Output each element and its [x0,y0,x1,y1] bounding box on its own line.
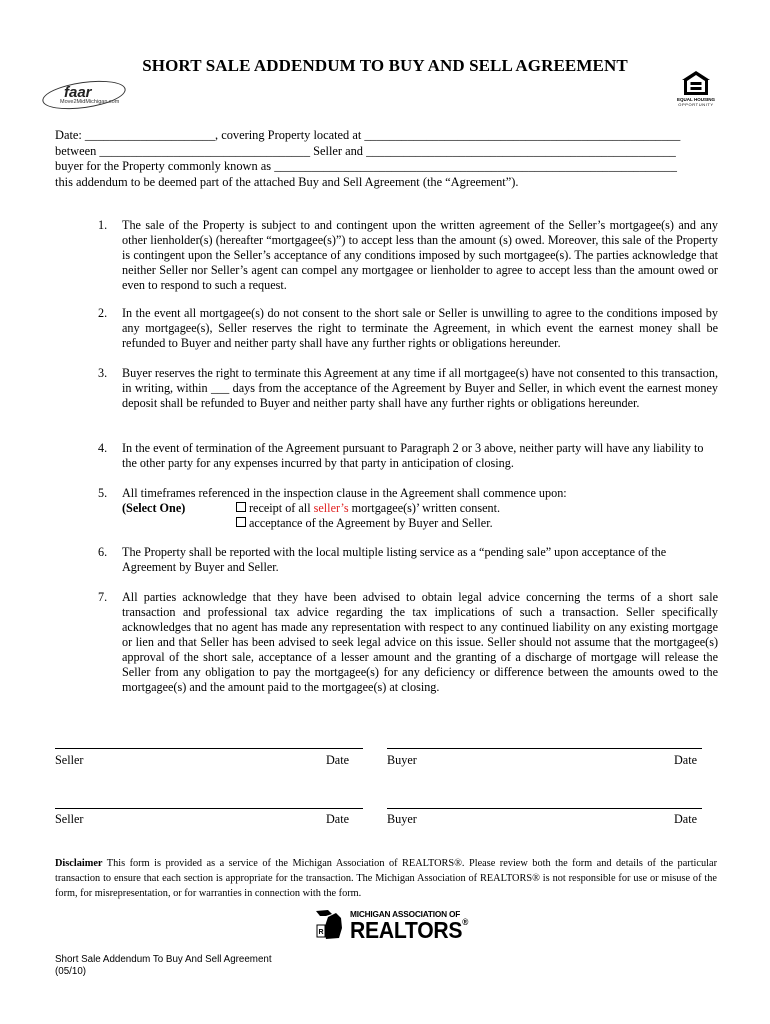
disclaimer-label: Disclaimer [55,858,103,869]
registered-mark-icon: ® [462,917,469,927]
paragraph-4 [98,441,718,471]
checkbox-acceptance[interactable] [236,517,246,527]
checkbox-receipt-consent[interactable] [236,502,246,512]
buyer-property-line[interactable]: buyer for the Property commonly known as _________________________________________________________________ [55,159,677,173]
equal-housing-house-icon [681,70,711,96]
seller-date-label-1: Date [326,753,350,767]
buyer-date-label-2: Date [674,812,698,826]
paragraph-2 [98,306,718,351]
faar-logo-site: Move2MidMichigan.com [60,99,120,105]
paragraph-number: 1. [98,218,108,232]
paragraph-text: In the event of termination of the Agreement pursuant to Paragraph 2 or 3 above, neither party will have any liability to the other party for any expenses incurred by that party in anticipation of closing. [122,441,704,470]
paragraph-6 [98,545,718,575]
paragraph-number: 5. [98,486,108,500]
paragraph-text: The sale of the Property is subject to and contingent upon the written agreement of the Seller’s mortgagee(s) and any other lienholder(s) (hereafter “mortgagee(s)”) to accept less than the amount (s) owed. Moreover, this sale of the Property is contingent upon the Seller’s acceptance of any conditions imposed by such mortgagee(s). The parties acknowledge that neither Seller nor Seller’s agent can compel any mortgagee or lienholder to agree to accept less than the amount owed or even to respond to such a request. [122,218,718,292]
opportunity-text: OPPORTUNITY [678,102,714,107]
seller-signature-line-2[interactable] [55,808,363,809]
faar-logo [42,82,132,112]
option-text-a: receipt of all [249,501,314,515]
disclaimer-text: This form is provided as a service of the Michigan Association of REALTORS®. Please review both the form and details of the particular transaction to ensure that each section is appropriate for the transaction. The Michigan Association of REALTORS® is not responsible for use or misuse of the form, for misrepresentation, or for warranties in connection with the form. [55,858,717,899]
addendum-statement: this addendum to be deemed part of the attached Buy and Sell Agreement (the “Agreement”). [55,174,519,189]
buyer-signature-line-2[interactable] [387,808,702,809]
paragraph-1 [98,218,718,293]
paragraph-text: All parties acknowledge that they have been advised to obtain legal advice concerning the terms of a short sale transaction and professional tax advice regarding the tax implications of such a transaction. Seller specifically acknowledges that no agent has made any representation with respect to any continued liability on any existing mortgage or lien and that Seller has been advised to seek legal advice on this issue. Seller should not assume that the mortgagee(s) approval of the short sale, acceptance of a lesser amount and the granting of a discharge of mortgage will release the Seller from any obligation to pay the mortgagee(s) for any deficiency or difference between the amounts owed to the mortgagee(s) and the amount paid to the mortgagee(s) at closing. [122,590,718,694]
paragraph-number: 3. [98,366,108,380]
paragraph-number: 2. [98,306,108,320]
michigan-realtors-logo [314,908,469,944]
option-row-2 [122,516,718,531]
buyer-label-1: Buyer [387,753,417,767]
paragraph-number: 6. [98,545,108,559]
footer-form-name: Short Sale Addendum To Buy And Sell Agreement [55,954,272,965]
mar-logo-small-text: MICHIGAN ASSOCIATION OF [350,909,461,919]
seller-line[interactable]: between __________________________________ Seller and __________________________________________________ [55,143,676,158]
document-title: SHORT SALE ADDENDUM TO BUY AND SELL AGREEMENT [142,56,628,75]
select-one-label: (Select One) [122,501,186,515]
option-text-b: mortgagee(s)’ written consent. [348,501,501,515]
option-text: acceptance of the Agreement by Buyer and Seller. [249,516,493,530]
faar-logo-word: faar [64,84,92,101]
paragraph-number: 7. [98,590,108,604]
paragraph-3 [98,366,718,411]
paragraph-text: Buyer reserves the right to terminate this Agreement at any time if all mortgagee(s) have not consented to this transaction, in writing, within ___ days from the acceptance of the Agreement by Buyer and Seller, in which event the earnest money deposit shall be refunded to Buyer and neither party shall have any further rights or obligations hereunder. [122,366,718,410]
seller-label-2: Seller [55,812,84,826]
buyer-label-2: Buyer [387,812,417,826]
paragraph-number: 4. [98,441,108,455]
option-receipt-consent[interactable] [236,501,500,516]
footer-version: (05/10) [55,966,87,977]
paragraph-5 [98,486,718,531]
header-fields [55,128,715,190]
buyer-date-label-1: Date [674,753,698,767]
select-spacer [122,516,236,531]
equal-housing-logo [676,70,716,112]
option-acceptance[interactable] [236,516,493,531]
mar-logo-big-text [350,917,468,944]
disclaimer [55,857,717,901]
mar-logo-realtors: REALTORS [350,917,463,943]
footer [55,954,272,978]
date-property-line[interactable]: Date: _____________________, covering Property located at ___________________________________________________ [55,128,681,142]
buyer-signature-line-1[interactable] [387,748,702,749]
paragraph-7 [98,590,718,695]
paragraph-text [122,486,718,531]
svg-text:R: R [318,929,324,936]
seller-date-label-2: Date [326,812,350,826]
option-text-red: seller’s [313,501,349,515]
option-row-1 [122,501,718,516]
michigan-map-icon [314,908,348,942]
seller-signature-line-1[interactable] [55,748,363,749]
seller-label-1: Seller [55,753,84,767]
paragraph-text: In the event all mortgagee(s) do not consent to the short sale or Seller is unwilling to agree to the conditions imposed by any mortgagee(s), Seller reserves the right to terminate the Agreement, in which event the earnest money shall be refunded to Buyer and neither party shall have any further rights or obligations hereunder. [122,306,718,350]
equal-housing-text: EQUAL HOUSING [677,97,715,102]
timeframe-statement: All timeframes referenced in the inspection clause in the Agreement shall commence upon: [122,486,567,500]
paragraph-text: The Property shall be reported with the local multiple listing service as a “pending sale” upon acceptance of the Agreement by Buyer and Seller. [122,545,667,574]
